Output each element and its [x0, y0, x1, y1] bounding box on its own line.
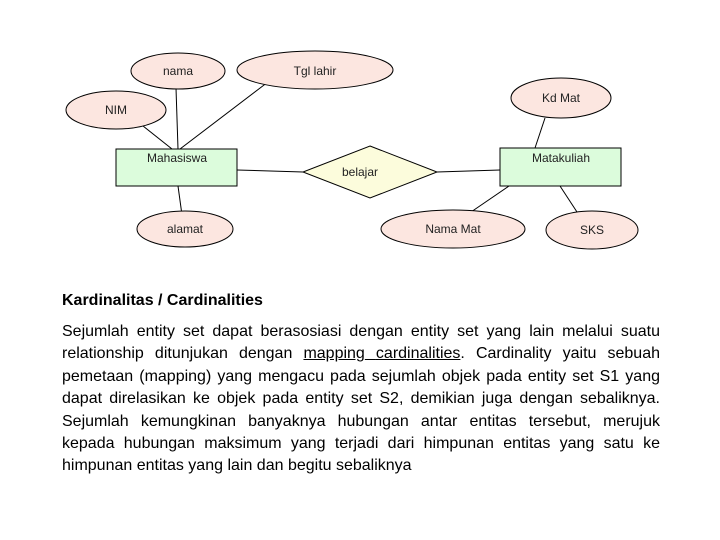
connector-mahasiswa-belajar — [237, 170, 303, 172]
attribute-nim — [66, 91, 166, 129]
attribute-sks — [546, 211, 638, 249]
attribute-nama — [131, 53, 225, 89]
attribute-alamat — [137, 211, 233, 247]
relationship-belajar — [303, 146, 437, 198]
entity-mahasiswa-label: Mahasiswa — [146, 151, 208, 165]
relationship-belajar-label: belajar — [341, 165, 379, 179]
entity-matakuliah — [500, 148, 621, 186]
body-text-part1: Sejumlah entity set dapat berasosiasi dengan entity set yang lain melalui suatu relationship ditunjukan dengan — [62, 323, 660, 363]
connector-nama-mahasiswa — [176, 88, 178, 149]
connector-tgllahir-mahasiswa — [180, 82, 268, 149]
body-text-part2: . Cardinality yaitu sebuah pemetaan (mapping) yang mengacu pada sejumlah objek pada entity set S1 yang dapat direlasikan ke objek pada entity set S2, demikian juga dengan sebaliknya. Sejumlah kemungkinan banyaknya hubungan antar entitas tersebut, merujuk kepada hubungan maksimum yang terjadi dari himpunan entitas yang satu ke himpunan entitas yang lain dan begitu sebaliknya — [62, 345, 661, 475]
cardinalities-link[interactable]: cardinalities — [375, 345, 461, 363]
connector-sks-matakuliah — [560, 186, 577, 212]
link-separator — [365, 345, 376, 362]
entity-matakuliah-label: Matakuliah — [531, 151, 591, 165]
attribute-tgl-lahir-label: Tgl lahir — [293, 64, 337, 78]
connector-belajar-matakuliah — [437, 170, 500, 172]
attribute-kd-mat — [511, 78, 611, 118]
attribute-alamat-label: alamat — [166, 222, 204, 236]
attribute-sks-label: SKS — [579, 223, 605, 237]
attribute-kd-mat-label: Kd Mat — [541, 91, 581, 105]
connector-namamat-matakuliah — [471, 186, 509, 212]
attribute-nama-mat — [381, 210, 525, 248]
entity-mahasiswa — [116, 149, 237, 186]
body-paragraph — [62, 321, 660, 478]
section-title: Kardinalitas / Cardinalities — [62, 292, 263, 309]
attribute-nim-label: NIM — [105, 103, 127, 117]
connector-kdmat-matakuliah — [535, 118, 545, 148]
attribute-nama-mat-label: Nama Mat — [425, 222, 481, 236]
attribute-tgl-lahir — [237, 51, 393, 89]
mapping-link[interactable]: mapping — [303, 345, 365, 363]
attribute-nama-label: nama — [162, 64, 194, 78]
